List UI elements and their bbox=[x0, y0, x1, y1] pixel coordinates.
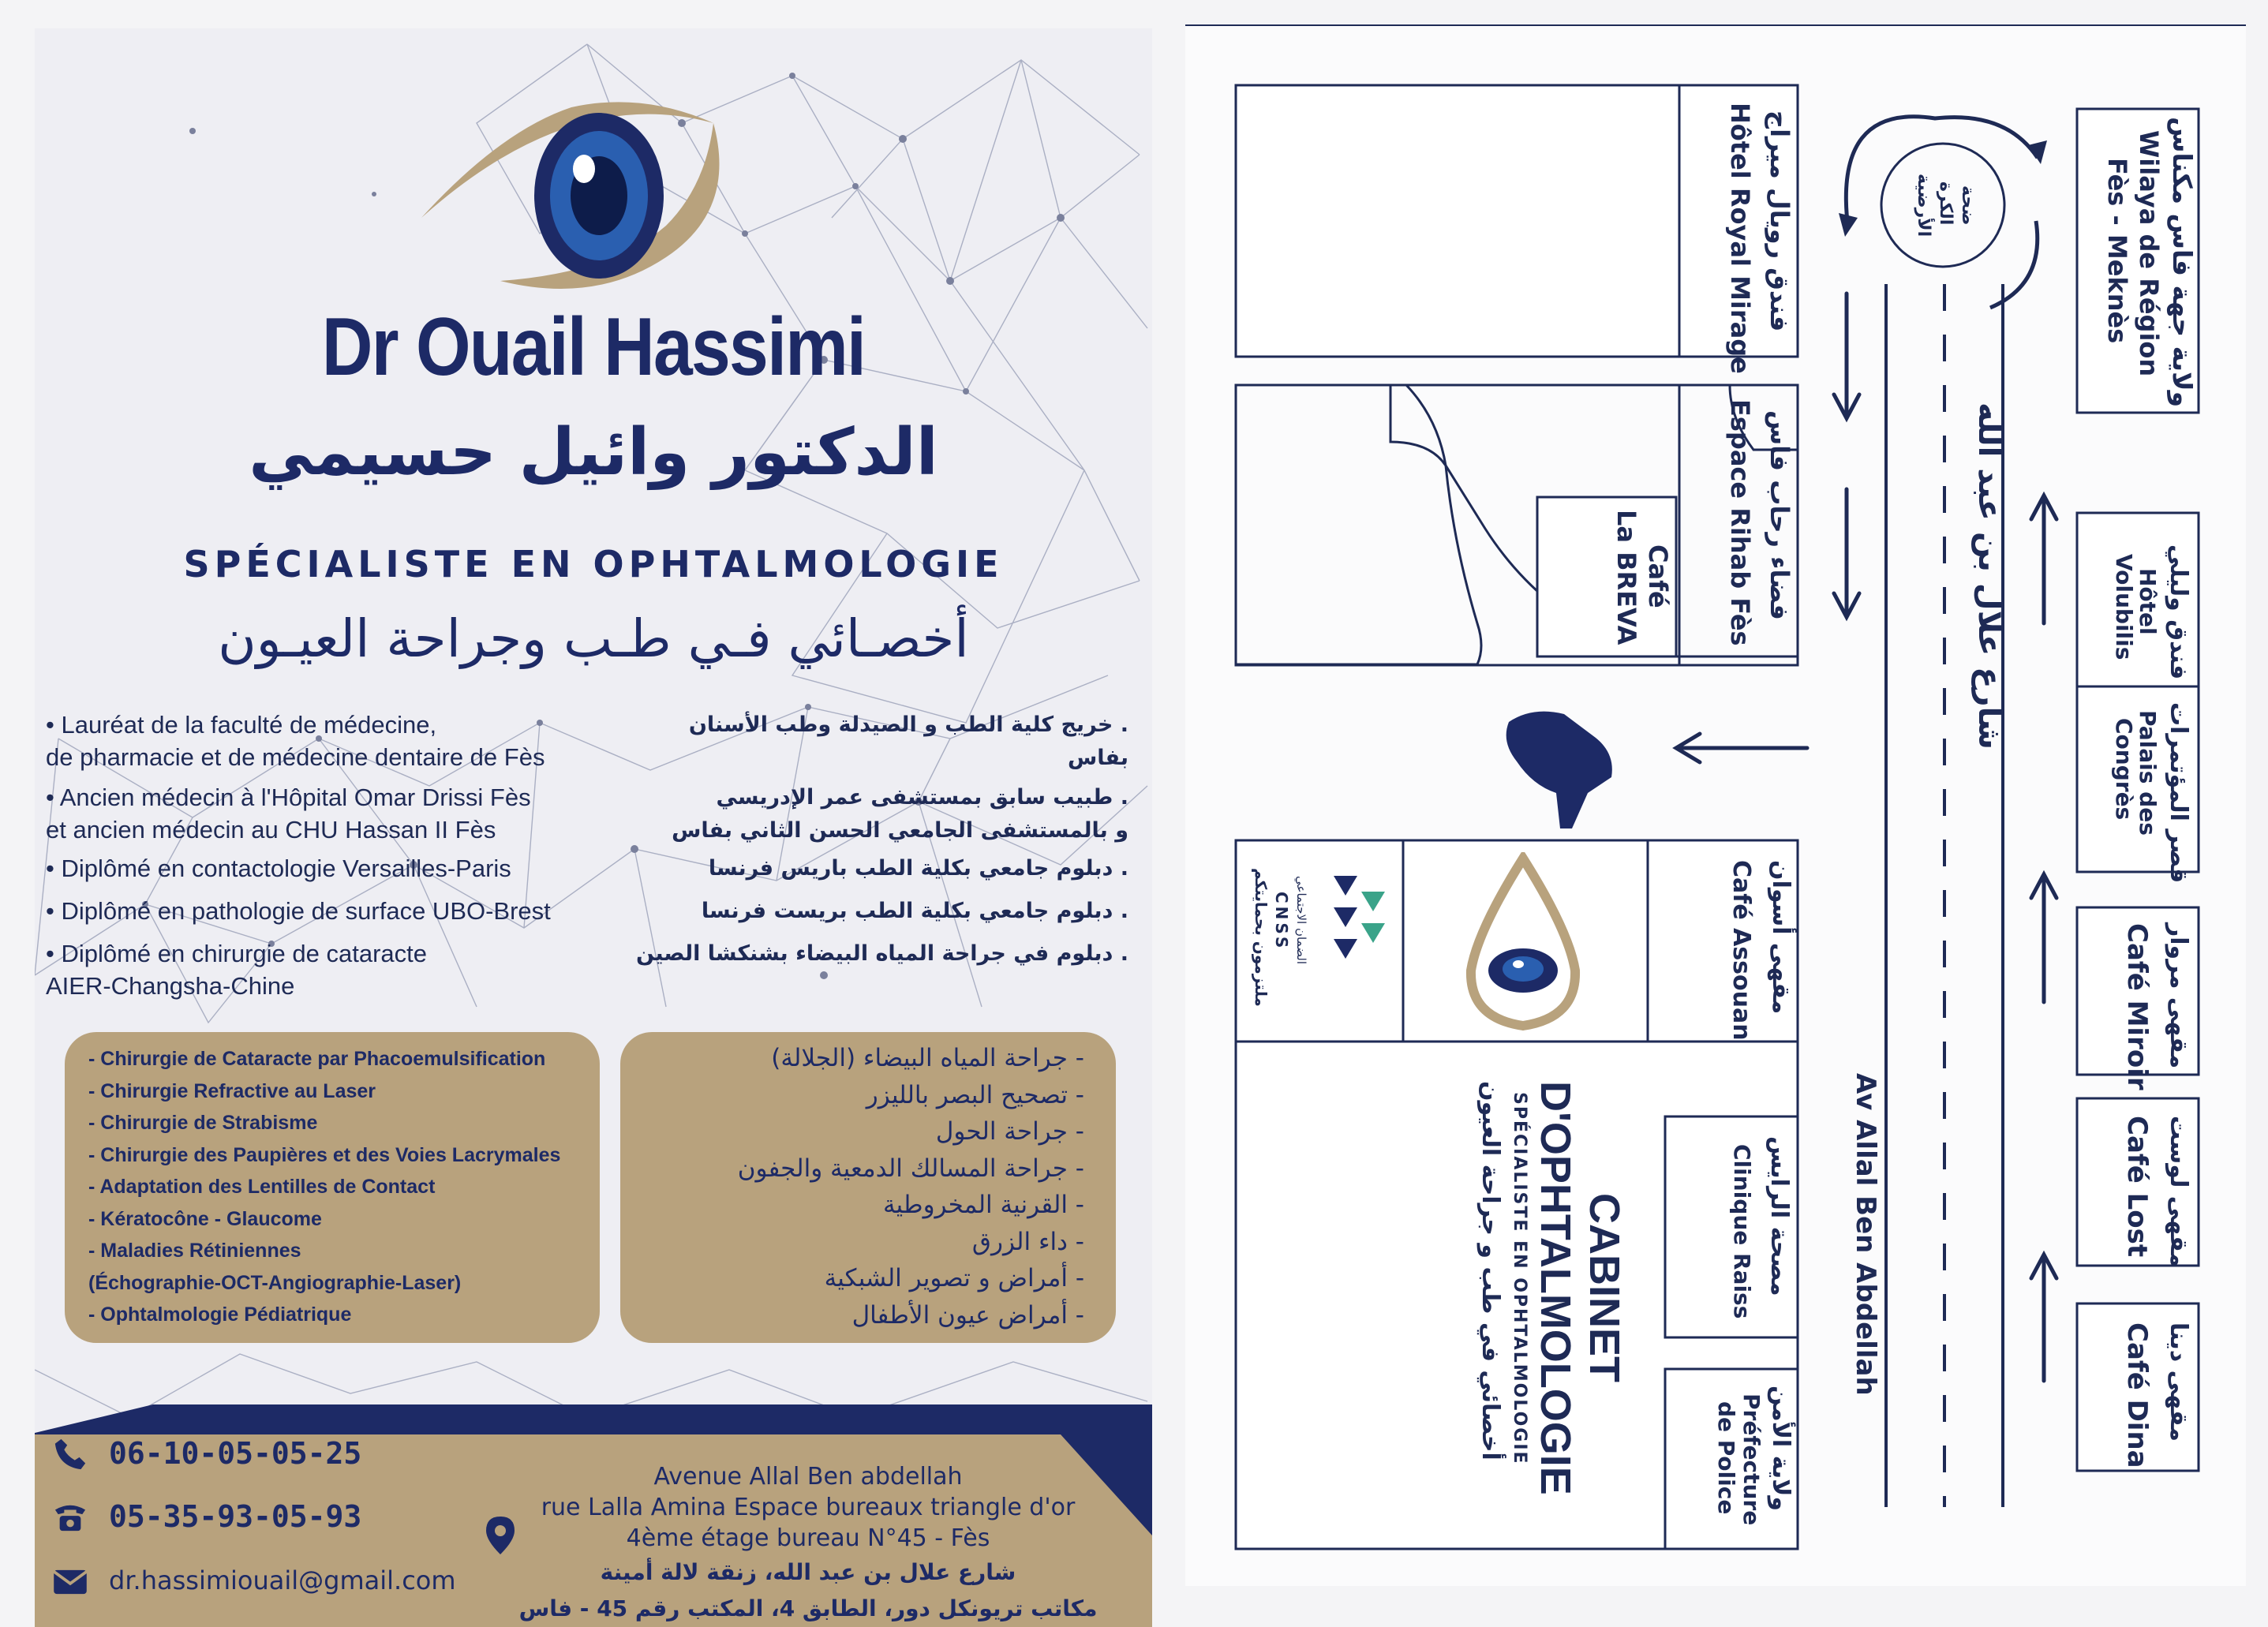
service-item: - Chirurgie de Strabisme bbox=[88, 1112, 318, 1134]
address-line: rue Lalla Amina Espace bureaux triangle d'or bbox=[541, 1494, 1076, 1521]
hotel-fr: Hôtel Royal Mirage bbox=[1725, 103, 1755, 374]
credential-ar-3 bbox=[623, 852, 1128, 885]
specialty-fr: SPÉCIALISTE EN OPHTALMOLOGIE bbox=[183, 543, 1004, 585]
volubilis-fr-1: Hôtel bbox=[2135, 568, 2161, 635]
phone-icon bbox=[52, 1436, 88, 1472]
service-item: - Chirurgie des Paupières et des Voies Lacrymales bbox=[88, 1143, 561, 1166]
phone-mobile[interactable]: 06-10-05-05-25 bbox=[109, 1436, 362, 1471]
dina-ar: مقهى دينا bbox=[2165, 1322, 2192, 1442]
rihab-fr: Espace Rihab Fès bbox=[1725, 399, 1755, 646]
credential-ar-5 bbox=[623, 937, 1128, 971]
address-line: مكاتب تريونكل دور، الطابق 4، المكتب رقم 45 - فاس bbox=[518, 1595, 1098, 1621]
service-item: - داء الزرق bbox=[971, 1227, 1084, 1256]
phone-landline[interactable]: 05-35-93-05-93 bbox=[109, 1499, 362, 1534]
credential-fr-3 bbox=[46, 852, 646, 885]
congres-fr-1: Palais des bbox=[2135, 710, 2161, 836]
miroir-fr: Café Miroir bbox=[2121, 923, 2153, 1090]
credential-line: • Diplômé en pathologie de surface UBO-Brest bbox=[46, 897, 551, 925]
address-fr bbox=[500, 1461, 1116, 1554]
breva-fr-2: La BREVA bbox=[1611, 510, 1641, 645]
arrow-left-icon bbox=[1676, 734, 1807, 762]
service-item: - Kératocône - Glaucome bbox=[88, 1207, 322, 1230]
police-fr-2: de Police bbox=[1713, 1401, 1739, 1515]
assouan-fr: Café Assouan bbox=[1727, 860, 1755, 1041]
service-item: - تصحيح البصر بالليزر bbox=[866, 1080, 1084, 1109]
breva-fr-1: Café bbox=[1643, 544, 1673, 608]
credential-line: de pharmacie et de médecine dentaire de Fès bbox=[46, 743, 545, 771]
service-item: - Adaptation des Lentilles de Contact bbox=[88, 1176, 436, 1198]
lost-fr: Café Lost bbox=[2121, 1116, 2153, 1258]
police-fr-1: Préfecture bbox=[1738, 1393, 1765, 1526]
raiss-ar: مصحة الرايس bbox=[1765, 1136, 1793, 1296]
cabinet-specialty-ar: أخصائي في طب و جراحة العيون bbox=[1476, 1081, 1504, 1461]
congres-fr-2: Congrès bbox=[2111, 718, 2137, 821]
credential-line: AIER-Changsha-Chine bbox=[46, 972, 295, 1000]
specialty-ar: أخصـائي فـي طـب وجراحة العيـون bbox=[218, 608, 969, 669]
credential-ar-1 bbox=[623, 709, 1128, 775]
address-line: شارع علال بن عبد الله، زنقة لالة أمينة bbox=[600, 1559, 1016, 1585]
services-ar-panel bbox=[620, 1032, 1116, 1343]
credential-fr-2 bbox=[46, 781, 646, 846]
street-fr: Av Allal Ben Abdellah bbox=[1850, 1073, 1881, 1396]
credential-line: . خريج كلية الطب و الصيدلة وطب الأسنان بفاس bbox=[688, 713, 1128, 770]
assouan-ar: مقهى أسوان bbox=[1767, 860, 1795, 1015]
credential-line: . دبلوم في جراحة المياه البيضاء بشنكشا الصين bbox=[636, 941, 1128, 966]
service-item: - أمراض و تصوير الشبكية bbox=[824, 1264, 1084, 1292]
police-ar: ولاية الأمن bbox=[1767, 1386, 1795, 1512]
credential-line: • Diplômé en chirurgie de cataracte bbox=[46, 940, 427, 967]
wilaya-ar: ولاية جهة فاس مكناس bbox=[2167, 117, 2198, 408]
services-fr-panel bbox=[65, 1032, 600, 1343]
credential-fr-5 bbox=[46, 937, 646, 1002]
credential-ar-2 bbox=[623, 781, 1128, 847]
raiss-fr: Clinique Raiss bbox=[1729, 1144, 1755, 1319]
service-item: - جراحة الحول bbox=[935, 1117, 1084, 1146]
cabinet-title-1: CABINET bbox=[1581, 1193, 1628, 1382]
service-item: - Chirurgie de Cataracte par Phacoemulsification bbox=[88, 1048, 546, 1070]
cnss-logo-icon bbox=[1326, 868, 1397, 963]
email-link[interactable]: dr.hassimiouail@gmail.com bbox=[109, 1565, 456, 1595]
telephone-icon bbox=[52, 1501, 88, 1534]
contact-footer bbox=[35, 1404, 1152, 1627]
arrow-down-icon bbox=[1834, 294, 1859, 418]
arrow-down-icon bbox=[1834, 489, 1859, 617]
roundabout-label: الكرة bbox=[1936, 181, 1955, 226]
wilaya-fr-2: Fès - Meknès bbox=[2102, 158, 2132, 344]
eye-logo-icon bbox=[1446, 852, 1600, 1032]
service-item: - Ophtalmologie Pédiatrique bbox=[88, 1303, 352, 1326]
cnss-slogan: ملتزمون بحمايتكم bbox=[1252, 868, 1271, 1007]
credential-line: et ancien médecin au CHU Hassan II Fès bbox=[46, 816, 496, 843]
eye-logo-icon bbox=[406, 76, 737, 312]
credential-line: • Diplômé en contactologie Versailles-Paris bbox=[46, 855, 511, 882]
rihab-ar: فضاء رحاب فاس bbox=[1765, 410, 1795, 620]
service-item: - أمراض عيون الأطفال bbox=[851, 1300, 1084, 1330]
credential-line: . دبلوم جامعي بكلية الطب بريست فرنسا bbox=[701, 899, 1128, 923]
credential-fr-1 bbox=[46, 709, 646, 773]
miroir-ar: مقهى مروار bbox=[2165, 923, 2192, 1069]
wilaya-fr-1: Wilaya de Région bbox=[2134, 130, 2164, 377]
service-item: - Chirurgie Refractive au Laser bbox=[88, 1079, 376, 1102]
credential-line: و بالمستشفى الجامعي الحسن الثاني بفاس bbox=[672, 818, 1128, 843]
cnss-ar: الضمان الاجتماعي bbox=[1294, 876, 1308, 964]
credential-line: . طبيب سابق بمستشفى عمر الإدريسي bbox=[716, 785, 1128, 810]
service-item: - Maladies Rétiniennes bbox=[88, 1240, 301, 1262]
cnss-fr: CNSS bbox=[1272, 892, 1291, 952]
address-line: 4ème étage bureau N°45 - Fès bbox=[626, 1524, 990, 1552]
location-map bbox=[1185, 24, 2246, 1586]
traffic-arrows bbox=[1185, 24, 2246, 1586]
congres-ar: قصر المؤتمرات bbox=[2165, 702, 2192, 884]
credential-line: . دبلوم جامعي بكلية الطب باريس فرنسا bbox=[708, 856, 1128, 881]
pointing-hand-icon bbox=[1501, 698, 1619, 832]
roundabout-label: الأرضية bbox=[1914, 174, 1933, 238]
volubilis-ar: فندق وليلي bbox=[2165, 544, 2192, 680]
credential-fr-4 bbox=[46, 895, 646, 927]
credential-ar-4 bbox=[623, 895, 1128, 928]
volubilis-fr-2: Volubilis bbox=[2111, 554, 2137, 660]
address-ar bbox=[500, 1554, 1116, 1627]
service-item: - القرنية المخروطية bbox=[882, 1191, 1084, 1219]
arrow-up-icon bbox=[2031, 496, 2057, 623]
mail-icon bbox=[52, 1569, 88, 1595]
flyer bbox=[35, 28, 1152, 1627]
dina-fr: Café Dina bbox=[2121, 1322, 2153, 1468]
arrow-up-icon bbox=[2031, 1255, 2057, 1381]
doctor-name-fr: Dr Ouail Hassimi bbox=[321, 301, 866, 393]
street-ar: شارع علال بن عبد الله bbox=[1971, 402, 2008, 750]
service-item: (Échographie-OCT-Angiographie-Laser) bbox=[88, 1271, 462, 1294]
hotel-ar: فندق رويال ميراج bbox=[1765, 110, 1795, 332]
credential-line: • Lauréat de la faculté de médecine, bbox=[46, 711, 437, 739]
cabinet-title-2: D'OPHTALMOLOGIE bbox=[1532, 1081, 1579, 1495]
lost-ar: مقهى لوست bbox=[2165, 1116, 2192, 1268]
roundabout-label: ضحة bbox=[1958, 185, 1978, 226]
address-line: Avenue Allal Ben abdellah bbox=[653, 1463, 963, 1490]
credential-line: • Ancien médecin à l'Hôpital Omar Drissi Fès bbox=[46, 784, 531, 811]
cabinet-specialty-fr: SPÉCIALISTE EN OPHTALMOLOGIE bbox=[1510, 1092, 1529, 1465]
service-item: - جراحة المياه البيضاء (الجلالة) bbox=[771, 1044, 1084, 1072]
service-item: - جراحة المسالك الدمعية والجفون bbox=[737, 1154, 1084, 1183]
doctor-name-ar: الدكتور وائيل حسيمي bbox=[249, 415, 938, 490]
arrow-up-icon bbox=[2031, 874, 2057, 1002]
